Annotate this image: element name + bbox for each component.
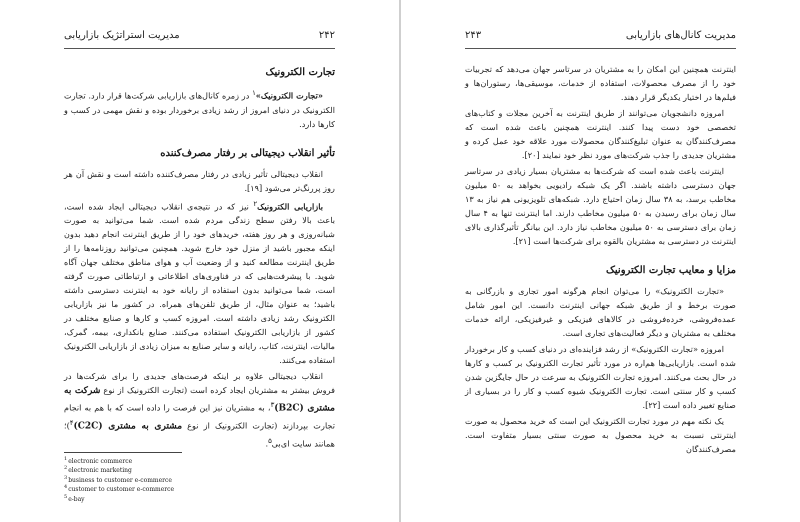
footnote-text: e-bay xyxy=(68,495,85,503)
paragraph-ecommerce-definition: «تجارت الکترونیک» را می‌توان انجام هرگونه امور تجاری و بازرگانی به صورت برخط و از طریق شبکه جهانی اینترنت دانست. این امور شامل عمده‌فروشی، خرده‌فروشی در کالاهای فیزیکی و غیرفیزیکی، ارائه خدمات مختلف به مشتریان و دیگر فعالیت‌های تجاری است. xyxy=(465,286,736,338)
paragraph-internet-sharing: اینترنت همچنین این امکان را به مشتریان در سرتاسر جهان می‌دهد که تجربیات خود را از مصرف محصولات، استفاده از خدمات، موسیقی‌ها، رستوران‌ها و فیلم‌ها در اختیار یکدیگر قرار دهند. xyxy=(465,64,736,102)
left-running-header xyxy=(64,30,335,41)
text-emarketing: نیز که در نتیجه‌ی انقلاب دیجیتالی ایجاد شده است، باعث بالا رفتن سطح زندگی مردم شده است. شما می‌توانید به صورت شبانه‌روزی و هر روز هفته، خریدهای خود را از طریق اینترنت انجام دهید بدون اینکه مجبور باشید از منزل خود خارج شوید. همچنین می‌توانید روزنامه‌ها را از طریق اینترنت مطالعه کنید و از وضعیت آب و هوای مناطق مختلف جهان آگاه شوید. با پیشرفت‌هایی که در فناوری‌های اطلاعاتی و ارتباطاتی صورت گرفته است، شما می‌توانید بدون استفاده از رایانه خود به اینترنت دسترسی داشته باشید؛ به عنوان مثال، از طریق تلفن‌های همراه. در کشور ما نیز بازاریابی الکترونیک رشد زیادی داشته است. امروزه کسب و کارها و صنایع مختلف در کشور از بازاریابی الکترونیک استفاده می‌کنند. صنایع بانکداری، بیمه، گمرک، مالیات، اینترنت، کتاب، رایانه و سایر صنایع به میزان زیادی از بازاریابی الکترونیک استفاده می‌کنند. xyxy=(64,201,335,366)
right-page-body xyxy=(465,62,736,458)
paragraph-ecommerce-intro xyxy=(64,86,335,131)
left-page-number: ۲۴۲ xyxy=(318,30,335,41)
right-page-number: ۲۴۳ xyxy=(465,30,482,41)
footnote-rule xyxy=(64,452,182,453)
paragraph-b2c-c2c xyxy=(64,369,335,450)
text-b2c-a: انقلاب دیجیتالی علاوه بر اینکه فرصت‌های جدیدی را برای شرکت‌ها در فروش بیشتر به مشتریان ایجاد کرده است (تجارت الکترونیک از نوع xyxy=(64,371,335,396)
footnote-number: 4 xyxy=(64,484,68,491)
footnote-ref-5: ۵ xyxy=(268,436,272,445)
paragraph-emarketing xyxy=(64,197,335,368)
right-page xyxy=(401,0,800,522)
footnote-item xyxy=(64,465,334,474)
footnote-number: 5 xyxy=(64,493,68,500)
left-page xyxy=(0,0,399,522)
text-b2c-b: ، به مشتریان نیز این فرصت را داده است که با هم به انجام تجارت بپردازند (تجارت الکترونیک از نوع xyxy=(64,403,335,431)
footnote-text: electronic marketing xyxy=(68,467,132,475)
footnote-number: 3 xyxy=(64,474,68,481)
footnote-number: 2 xyxy=(64,465,68,472)
footnote-item xyxy=(64,494,334,503)
paragraph-reach: اینترنت باعث شده است که شرکت‌ها به مشتریان بسیار زیادی در سرتاسر جهان دسترسی داشته باشند. اگر یک شبکه رادیویی بخواهد به ۵۰ میلیون مخاطب برسد، به ۳۸ سال زمان احتیاج دارد. شبکه‌های تلویزیونی هم نیاز به ۱۳ سال زمان برای رسیدن به ۵۰ میلیون مخاطب دارند. اما اینترنت تنها به ۴ سال زمان برای دسترسی به ۵۰ میلیون مخاطب نیاز دارد. این بیانگر تأثیرگذاری بالای اینترنت در دسترسی به مشتریان بالقوه برای شرکت‌ها است [۲۱]. xyxy=(465,166,737,246)
right-running-header xyxy=(465,30,736,41)
footnotes xyxy=(64,452,334,503)
term-emarketing: بازاریابی الکترونیک xyxy=(257,201,323,212)
right-running-title: مدیریت کانال‌های بازاریابی xyxy=(625,30,736,41)
term-b2c: شرکت به مشتری (B2C) xyxy=(64,386,335,415)
paragraph-digital-revolution: انقلاب دیجیتالی تأثیر زیادی در رفتار مصرف‌کننده داشته است و نقش آن هر روز پررنگ‌تر می‌شود [۱۹]. xyxy=(64,168,335,193)
left-running-title: مدیریت استراتژیک بازاریابی xyxy=(64,30,180,41)
text-c2c: )؛ همانند سایت ای‌بی xyxy=(64,420,335,449)
footnote-text: electronic commerce xyxy=(68,458,133,465)
right-header-rule xyxy=(465,48,736,49)
footnote-item xyxy=(64,475,334,484)
footnote-ref-3: ۳ xyxy=(270,401,275,410)
footnote-text: customer to customer e-commerce xyxy=(68,486,175,494)
heading-ecommerce: تجارت الکترونیک xyxy=(265,67,335,78)
text-ecommerce-intro: در زمره کانال‌های بازاریابی شرکت‌ها قرار دارد. تجارت الکترونیک در دنیای امروز از رشد زیادی برخوردار بوده و نقش مهمی در کسب و کارها دارد. xyxy=(64,90,335,129)
term-c2c: مشتری به مشتری (C2C) xyxy=(73,421,183,432)
paragraph-students: امروزه دانشجویان می‌توانند از طریق اینترنت به آخرین مجلات و کتاب‌های تخصصی خود دست پیدا کنند. اینترنت همچنین باعث شده است که مصرف‌کنندگان به عنوان تبلیغ‌کنندگان محصولات مورد علاقه خود عمل کرده و مشتریان جدیدی را جذب شرکت‌های مورد نظر خود نمایند [۲۰]. xyxy=(465,108,736,160)
heading-digital-revolution: تأثیر انقلاب دیجیتالی بر رفتار مصرف‌کننده xyxy=(160,147,335,159)
footnote-ref-4: ۴ xyxy=(69,419,74,428)
footnote-ref-2: ۲ xyxy=(253,199,258,208)
footnote-ref-1: ۱ xyxy=(252,89,256,97)
left-header-rule xyxy=(64,48,335,49)
left-page-body xyxy=(64,62,335,453)
text-end: . xyxy=(265,438,269,449)
term-ecommerce: «تجارت الکترونیک» xyxy=(255,90,323,101)
footnote-item xyxy=(64,484,334,493)
footnote-item xyxy=(64,456,334,465)
paragraph-online-purchase: یک نکته مهم در مورد تجارت الکترونیک این است که خرید محصول به صورت اینترنتی نسبت به خرید محصول به صورت سنتی بسیار متفاوت است. مصرف‌کنندگان xyxy=(465,416,736,454)
heading-pros-cons: مزایا و معایب تجارت الکترونیک xyxy=(605,265,736,276)
footnote-text: business to customer e-commerce xyxy=(68,476,172,484)
paragraph-ecommerce-growth: امروزه «تجارت الکترونیک» از رشد فزاینده‌ای در دنیای کسب و کار برخوردار شده است. بازاریابی‌ها هم‌اره در مورد تأثیر تجارت الکترونیک بر کسب و کارها در حال بحث می‌کنند. امروزه تجارت الکترونیک به سرعت در حال جایگزین شدن کسب و کار سنتی است. تجارت الکترونیک شیوه کسب و کار را در بسیاری از صنایع تغییر داده است [۲۲]. xyxy=(465,344,736,410)
footnote-number: 1 xyxy=(64,456,68,462)
